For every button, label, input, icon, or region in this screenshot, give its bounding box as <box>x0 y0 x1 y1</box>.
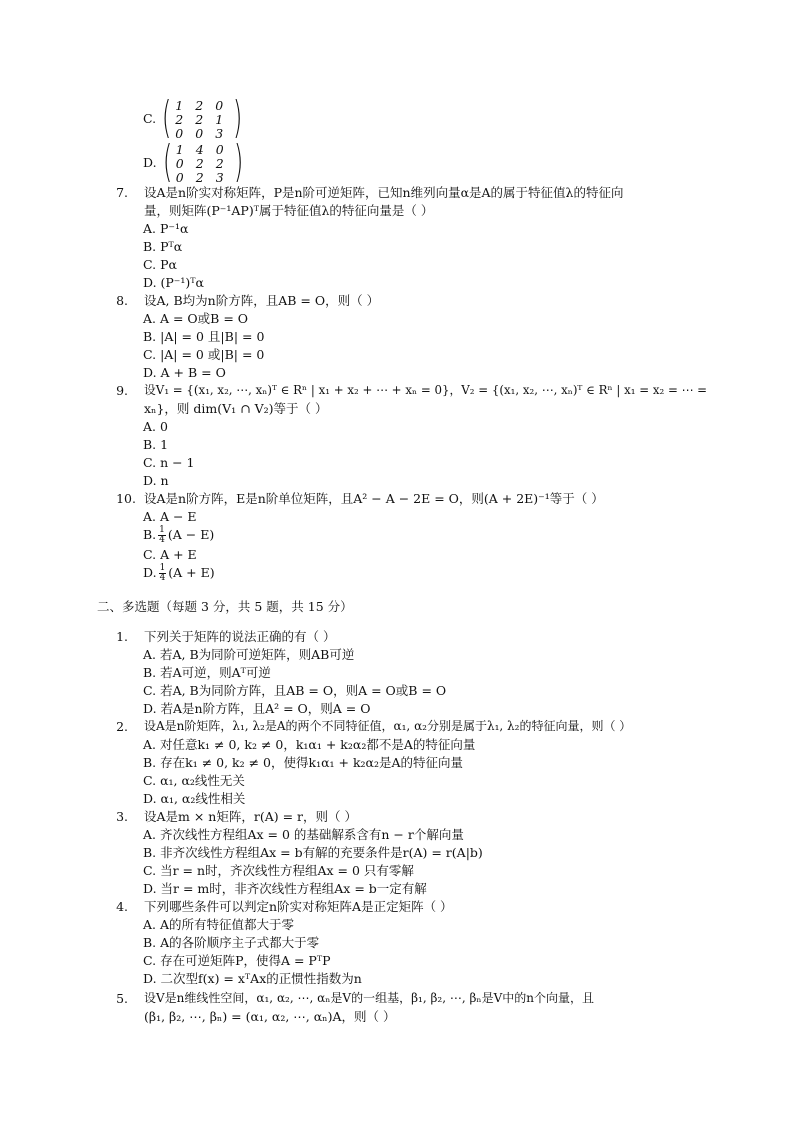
option-text: (A + E) <box>168 565 215 580</box>
option-d: D. (P⁻¹)ᵀα <box>143 275 204 290</box>
option-c-matrix <box>143 92 246 143</box>
fraction <box>159 564 167 583</box>
matrix-cell: 2 <box>215 156 224 171</box>
question-stem: 设A是n阶方阵，E是n阶单位矩阵，且A² − A − 2E = O，则(A + 2E)⁻¹等于（ ） <box>144 491 604 506</box>
option-b: B. 存在k₁ ≠ 0, k₂ ≠ 0，使得k₁α₁ + k₂α₂是A的特征向量 <box>143 755 464 770</box>
option-b: B. Pᵀα <box>143 239 183 254</box>
fraction-numerator: 1 <box>159 525 165 535</box>
matrix-cell: 3 <box>215 170 224 185</box>
option-c: C. 当r = n时，齐次线性方程组Ax = 0 只有零解 <box>143 863 414 878</box>
right-paren: ) <box>233 92 243 143</box>
right-paren: ) <box>233 136 244 187</box>
question-number: 5. <box>116 991 128 1006</box>
question-stem: 下列哪些条件可以判定n阶实对称矩阵A是正定矩阵（ ） <box>144 899 453 914</box>
option-a: A. P⁻¹α <box>143 221 189 236</box>
option-label: D. <box>143 565 157 580</box>
option-c: C. A + E <box>143 547 197 562</box>
option-b <box>143 524 214 546</box>
question-number: 2. <box>116 719 128 734</box>
option-b: B. 1 <box>143 437 169 452</box>
question-number: 7. <box>116 185 128 200</box>
question-number: 9. <box>116 383 128 398</box>
question-number: 3. <box>116 809 128 824</box>
option-d: D. 当r = m时，非齐次线性方程组Ax = b一定有解 <box>143 881 427 896</box>
option-c: C. 若A, B为同阶方阵，且AB = O，则A = O或B = O <box>143 683 447 698</box>
option-b: B. |A| = 0 且|B| = 0 <box>143 329 265 344</box>
matrix-cell: 2 <box>195 156 204 171</box>
question-stem: 下列关于矩阵的说法正确的有（ ） <box>144 629 336 644</box>
option-c: C. |A| = 0 或|B| = 0 <box>143 347 265 362</box>
question-stem: 量，则矩阵(P⁻¹AP)ᵀ属于特征值λ的特征向量是（ ） <box>144 203 434 218</box>
option-d: D. 二次型f(x) = xᵀAx的正惯性指数为n <box>143 971 362 986</box>
matrix-cell: 0 <box>175 156 184 171</box>
option-a: A. 对任意k₁ ≠ 0, k₂ ≠ 0，k₁α₁ + k₂α₂都不是A的特征向量 <box>143 737 476 752</box>
question-stem: 设A是n阶实对称矩阵，P是n阶可逆矩阵，已知n维列向量α是A的属于特征值λ的特征向 <box>144 185 624 200</box>
left-paren: ( <box>161 92 172 143</box>
option-label: D. <box>143 155 157 170</box>
matrix-cell: 2 <box>195 170 204 185</box>
matrix-cell: 0 <box>215 142 224 157</box>
fraction-denominator: 4 <box>159 573 166 583</box>
matrix-cell: 0 <box>175 170 184 185</box>
option-d: D. α₁, α₂线性相关 <box>143 791 246 806</box>
option-text: (A − E) <box>167 527 215 542</box>
question-stem: 设A是m × n矩阵，r(A) = r，则（ ） <box>144 809 357 824</box>
question-stem: 设A是n阶矩阵，λ₁, λ₂是A的两个不同特征值，α₁, α₂分别是属于λ₁, λ₂的特征向量，则（ ） <box>144 719 632 733</box>
option-a: A. A的所有特征值都大于零 <box>143 917 295 932</box>
question-number: 4. <box>116 899 128 914</box>
question-stem: (β₁, β₂, ⋯, βₙ) = (α₁, α₂, ⋯, αₙ)A，则（ ） <box>144 1009 396 1024</box>
matrix <box>159 136 247 187</box>
question-number: 8. <box>116 293 128 308</box>
question-stem: 设V₁ = {(x₁, x₂, ⋯, xₙ)ᵀ ∈ Rⁿ | x₁ + x₂ + ⋯ + xₙ = 0}，V₂ = {(x₁, x₂, ⋯, xₙ)ᵀ ∈ Rⁿ | x₁ = x₂ = ⋯ = <box>144 383 708 397</box>
option-a: A. A − E <box>143 509 197 524</box>
fraction-numerator: 1 <box>159 563 166 573</box>
matrix-cell: 3 <box>215 126 224 141</box>
matrix-cell: 0 <box>195 126 204 141</box>
option-d-matrix <box>143 136 247 187</box>
matrix-cell: 1 <box>215 112 224 127</box>
option-a: A. A = O或B = O <box>143 311 249 326</box>
question-stem: 设A, B均为n阶方阵，且AB = O，则（ ） <box>144 293 380 308</box>
option-c: C. Pα <box>143 257 177 272</box>
section-title: 二、多选题（每题 3 分，共 5 题，共 15 分） <box>97 599 353 614</box>
option-c: C. 存在可逆矩阵P，使得A = PᵀP <box>143 953 331 968</box>
option-b: B. 非齐次线性方程组Ax = b有解的充要条件是r(A) = r(A|b) <box>143 845 483 860</box>
matrix-cell: 4 <box>195 142 204 157</box>
option-a: A. 齐次线性方程组Ax = 0 的基础解系含有n − r个解向量 <box>143 827 464 842</box>
matrix-cell: 0 <box>215 98 224 113</box>
matrix-cell: 2 <box>175 112 184 127</box>
option-b: B. 若A可逆，则Aᵀ可逆 <box>143 665 271 680</box>
matrix-cell: 1 <box>175 98 184 113</box>
option-label: B. <box>143 527 157 542</box>
question-number: 1. <box>116 629 128 644</box>
matrix-cell: 2 <box>195 112 204 127</box>
option-d: D. A + B = O <box>143 365 226 380</box>
matrix-grid <box>176 140 230 185</box>
option-c: C. α₁, α₂线性无关 <box>143 773 245 788</box>
question-stem: xₙ}，则 dim(V₁ ∩ V₂)等于（ ） <box>144 401 328 416</box>
question-stem: 设V是n维线性空间，α₁, α₂, ⋯, αₙ是V的一组基，β₁, β₂, ⋯, βₙ是V中的n个向量，且 <box>144 991 594 1005</box>
fraction-denominator: 4 <box>159 535 165 545</box>
left-paren: ( <box>162 136 172 187</box>
option-a: A. 若A, B为同阶可逆矩阵，则AB可逆 <box>143 647 355 662</box>
option-c: C. n − 1 <box>143 455 195 470</box>
matrix-cell: 1 <box>175 142 184 157</box>
fraction <box>158 526 166 545</box>
option-d: D. n <box>143 473 169 488</box>
option-d <box>143 562 215 584</box>
option-b: B. A的各阶顺序主子式都大于零 <box>143 935 320 950</box>
option-a: A. 0 <box>143 419 168 434</box>
matrix <box>158 92 246 143</box>
question-number: 10. <box>116 491 136 506</box>
matrix-cell: 2 <box>195 98 204 113</box>
matrix-cell: 0 <box>175 126 184 141</box>
option-label: C. <box>143 111 157 126</box>
matrix-grid <box>175 96 229 141</box>
option-d: D. 若A是n阶方阵，且A² = O，则A = O <box>143 701 371 716</box>
